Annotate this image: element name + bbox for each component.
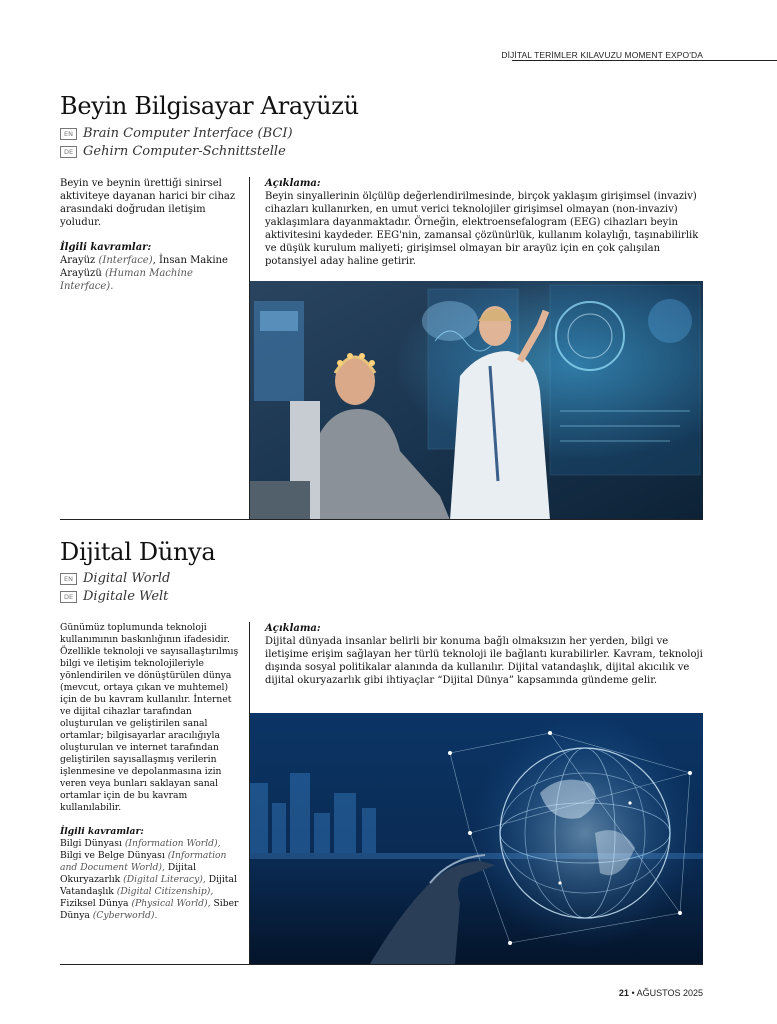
german-term: Gehirn Computer-Schnittstelle [83,144,286,159]
explanation-text: Beyin sinyallerinin ölçülüp değerlendirilmesinde, birçok yaklaşım girişimsel (invaziv) cihazları kullanırken, en umut verici teknolojiler girişimsel olmayan (non-invaziv) yaklaşımlara dayanmaktadır. Örneğin, elektroensefalogram (EEG) cihazları beyin aktivitesini kaydeder. EEG'nin, zamansal çözünürlük, kullanım kolaylığı, taşınabilirlik ve düşük kurulum maliyeti; girişimsel olmayan bir arayüz için en çok çalışılan potansiyel aday haline getirir. [265,191,699,267]
page-footer [619,988,703,998]
issue-date: AĞUSTOS 2025 [636,988,703,998]
english-language-tag: EN [60,128,77,140]
entry-title: Dijital Dünya [60,538,216,566]
explanation-block [265,177,705,268]
related-term: Dijital Vatandaşlık [60,874,237,897]
related-term: Dijital Okuryazarlık [60,862,197,885]
definition-column [60,177,240,293]
running-header: DİJİTAL TERİMLER KILAVUZU MOMENT EXPO'DA [501,50,703,60]
german-term-row [60,589,168,604]
related-term-english: (Physical World) [131,898,208,909]
explanation-label: Açıklama: [265,623,321,634]
german-term: Digitale Welt [83,589,169,604]
explanation-block [265,622,705,687]
section-divider [60,964,703,965]
english-term-row [60,126,293,141]
explanation-text: Dijital dünyada insanlar belirli bir konuma bağlı olmaksızın her yerden, bilgi ve iletişime erişim sağlayan her türlü teknoloji ile bağlantı kurabilirler. Kavram, teknoloji dışında sosyal politikalar alanında da kullanılır. Dijital vatandaşlık, dijital akıcılık ve dijital okuryazarlık gibi ihtiyaçlar “Dijital Dünya” kapsamında gündeme gelir. [265,636,703,686]
entry-title: Beyin Bilgisayar Arayüzü [60,92,359,120]
page-number: 21 [618,988,629,998]
definition-column [60,622,240,922]
related-concepts-list: Arayüz (Interface), İnsan Makine Arayüzü (Human Machine Interface). [60,255,228,292]
related-concepts-list: Bilgi Dünyası (Information World), Bilgi ve Belge Dünyası (Information and Document World), Dijital Okuryazarlık (Digital Literacy), Dijital Vatandaşlık (Digital Citizenship), Fiziksel Dünya (Physical World), Siber Dünya (Cyberworld). [60,838,239,921]
english-language-tag: EN [60,573,77,585]
definition-text: Beyin ve beynin ürettiği sinirsel aktiviteye dayanan harici bir cihaz arasındaki doğrudan iletişim yoludur. [60,178,236,228]
related-term-english: (Information World) [124,838,218,849]
related-term-english: (Interface) [98,255,153,266]
related-concepts-label: İlgili kavramlar: [60,826,144,837]
related-term-english: (Information and Document World) [60,850,227,873]
header-rule [512,60,777,61]
german-language-tag: DE [60,591,77,603]
related-term: Bilgi Dünyası [60,838,122,849]
related-term: Siber Dünya [60,898,239,921]
related-term-english: (Digital Citizenship) [116,886,211,897]
related-term-english: (Digital Literacy) [123,874,203,885]
section-divider [60,519,703,520]
explanation-label: Açıklama: [265,178,321,189]
digital-globe-photo [250,713,703,964]
related-term: Fiziksel Dünya [60,898,129,909]
related-term: Arayüz [60,255,96,266]
related-term: İnsan Makine Arayüzü [60,255,228,279]
related-term: Bilgi ve Belge Dünyası [60,850,165,861]
bci-lab-photo [250,281,703,520]
related-term-english: (Human Machine Interface) [60,268,193,292]
definition-text: Günümüz toplumunda teknoloji kullanımının baskınlığının ifadesidir. Özellikle teknoloji ve sayısallaştırılmış bilgi ve iletişim teknolojileriyle yönlendirilen ve dönüştürülen dünya (mevcut, ortaya çıkan ve muhtemel) için de bu kavram kullanılır. İnternet ve dijital cihazlar tarafından oluşturulan ve geliştirilen sanal ortamlar; bilgisayarlar aracılığıyla oluşturulan ve internet tarafından geliştirilen sayısallaşmış verilerin işlenmesine ve depolanmasına izin veren veya bunları saklayan sanal ortamlar için de bu kavram kullanılabilir. [60,622,239,813]
english-term: Brain Computer Interface (BCI) [83,126,293,141]
german-language-tag: DE [60,146,77,158]
footer-bullet: • [631,988,635,998]
english-term: Digital World [83,571,171,586]
related-concepts-label: İlgili kavramlar: [60,242,152,253]
english-term-row [60,571,170,586]
german-term-row [60,144,286,159]
related-term-english: (Cyberworld) [92,910,155,921]
